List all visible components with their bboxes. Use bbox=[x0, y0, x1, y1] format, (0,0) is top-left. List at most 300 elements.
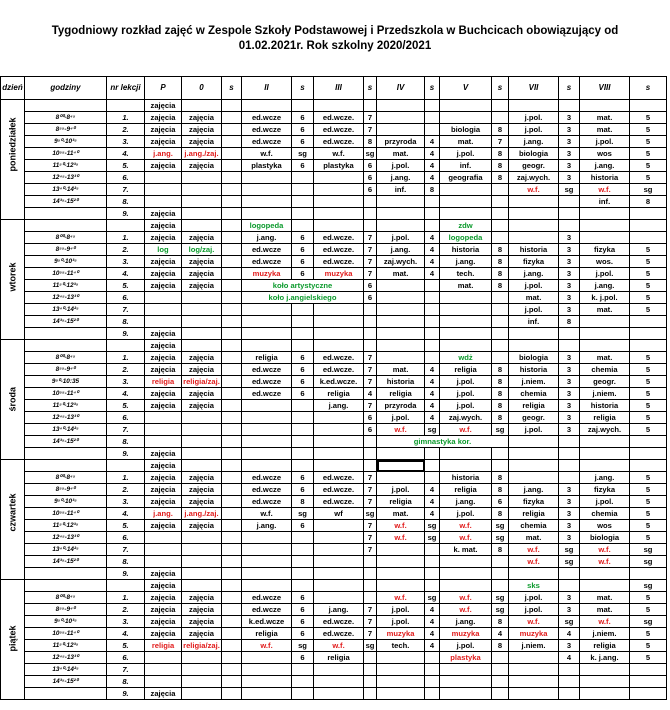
schedule-cell: 6 bbox=[364, 412, 377, 424]
schedule-cell: w.f. bbox=[377, 532, 425, 544]
schedule-cell: w.f. bbox=[580, 616, 630, 628]
schedule-cell: j.pol. bbox=[440, 148, 492, 160]
schedule-cell: 4 bbox=[425, 640, 440, 652]
schedule-cell bbox=[292, 340, 314, 352]
table-row bbox=[1, 220, 667, 232]
schedule-cell bbox=[580, 436, 630, 448]
schedule-cell bbox=[222, 580, 242, 592]
schedule-cell bbox=[222, 388, 242, 400]
lesson-number: 4. bbox=[107, 148, 145, 160]
lesson-number: 8. bbox=[107, 436, 145, 448]
lesson-hours: 12⁴⁵-13³⁰ bbox=[25, 172, 107, 184]
schedule-cell: ed.wcze bbox=[242, 244, 292, 256]
schedule-cell bbox=[492, 652, 509, 664]
schedule-cell bbox=[425, 556, 440, 568]
lesson-number: 9. bbox=[107, 448, 145, 460]
schedule-cell: zajęcia bbox=[182, 136, 222, 148]
schedule-cell bbox=[292, 532, 314, 544]
schedule-cell: 5 bbox=[630, 424, 667, 436]
schedule-cell bbox=[580, 232, 630, 244]
schedule-cell: j.pol. bbox=[440, 640, 492, 652]
schedule-cell bbox=[314, 592, 364, 604]
schedule-cell: biologia bbox=[509, 148, 559, 160]
schedule-cell: j.ang. bbox=[509, 268, 559, 280]
lesson-number: 4. bbox=[107, 268, 145, 280]
table-row bbox=[1, 592, 667, 604]
schedule-cell bbox=[314, 412, 364, 424]
table-row bbox=[1, 100, 667, 112]
schedule-cell: 5 bbox=[630, 484, 667, 496]
schedule-cell: 7 bbox=[364, 400, 377, 412]
schedule-cell: religia/zaj. bbox=[183, 640, 220, 650]
schedule-cell bbox=[492, 316, 509, 328]
schedule-cell: 8 bbox=[492, 364, 509, 376]
table-row bbox=[1, 664, 667, 676]
day-label bbox=[1, 580, 25, 700]
schedule-cell: j.pol. bbox=[509, 304, 559, 316]
schedule-cell: 8 bbox=[492, 268, 509, 280]
schedule-cell bbox=[242, 652, 292, 664]
schedule-cell bbox=[425, 568, 440, 580]
schedule-cell: 5 bbox=[630, 628, 667, 640]
schedule-cell: 5 bbox=[630, 172, 667, 184]
schedule-cell bbox=[492, 688, 509, 700]
schedule-cell: 7 bbox=[364, 364, 377, 376]
schedule-cell bbox=[559, 472, 580, 484]
schedule-cell bbox=[292, 316, 314, 328]
schedule-cell bbox=[145, 664, 182, 676]
table-row bbox=[1, 460, 667, 472]
schedule-cell: 5 bbox=[630, 400, 667, 412]
schedule-cell: 3 bbox=[559, 280, 580, 292]
schedule-cell bbox=[364, 568, 377, 580]
schedule-cell: mat. bbox=[580, 592, 630, 604]
schedule-cell: j.ang. bbox=[580, 280, 630, 292]
schedule-cell: mat. bbox=[440, 280, 492, 292]
schedule-cell bbox=[377, 124, 425, 136]
schedule-cell bbox=[364, 100, 377, 112]
schedule-cell bbox=[222, 520, 242, 532]
schedule-cell: ed.wcze bbox=[242, 256, 292, 268]
schedule-cell: religia bbox=[440, 484, 492, 496]
schedule-cell: k. j.ang. bbox=[580, 652, 630, 664]
header-row bbox=[1, 77, 667, 100]
schedule-cell: j.ang. bbox=[242, 232, 292, 244]
schedule-cell: 5 bbox=[630, 604, 667, 616]
schedule-cell: zajęcia bbox=[145, 592, 182, 604]
schedule-cell: j.ang. bbox=[580, 160, 630, 172]
schedule-cell bbox=[377, 340, 425, 352]
schedule-cell bbox=[509, 220, 559, 232]
schedule-cell: sg bbox=[492, 592, 509, 604]
lesson-number: 4. bbox=[107, 508, 145, 520]
schedule-cell: religia bbox=[242, 352, 292, 364]
lesson-hours: 10⁵⁵-11⁴⁰ bbox=[25, 508, 107, 520]
schedule-cell bbox=[314, 580, 364, 592]
lesson-number: 3. bbox=[107, 616, 145, 628]
schedule-cell bbox=[314, 664, 364, 676]
schedule-cell bbox=[314, 196, 364, 208]
day-name: wtorek bbox=[7, 261, 18, 291]
schedule-cell: 4 bbox=[425, 148, 440, 160]
lesson-number: 5. bbox=[107, 160, 145, 172]
schedule-cell: 3 bbox=[559, 592, 580, 604]
schedule-cell bbox=[182, 220, 222, 232]
schedule-cell: sg bbox=[492, 424, 509, 436]
schedule-cell bbox=[292, 688, 314, 700]
schedule-cell bbox=[222, 484, 242, 496]
schedule-cell bbox=[425, 652, 440, 664]
schedule-cell: chemia bbox=[580, 364, 630, 376]
schedule-cell: 8 bbox=[492, 148, 509, 160]
schedule-cell: 7 bbox=[364, 268, 377, 280]
schedule-cell: 5 bbox=[630, 388, 667, 400]
lesson-number: 7. bbox=[107, 184, 145, 196]
schedule-cell bbox=[509, 472, 559, 484]
schedule-cell bbox=[377, 688, 425, 700]
schedule-cell bbox=[222, 376, 242, 388]
schedule-cell: 4 bbox=[559, 628, 580, 640]
schedule-cell bbox=[292, 100, 314, 112]
schedule-cell: 8 bbox=[492, 124, 509, 136]
schedule-cell: zajęcia bbox=[145, 208, 182, 220]
schedule-cell: zajęcia bbox=[182, 256, 222, 268]
schedule-cell: 8 bbox=[292, 496, 314, 508]
schedule-cell bbox=[292, 172, 314, 184]
lesson-hours: 13⁴⁰-14²⁵ bbox=[25, 184, 107, 196]
table-row bbox=[1, 112, 667, 124]
lesson-number: 6. bbox=[107, 292, 145, 304]
schedule-cell: j.ang. bbox=[242, 520, 292, 532]
schedule-cell bbox=[145, 532, 182, 544]
lesson-hours: 8⁰⁰-8⁴⁵ bbox=[25, 352, 107, 364]
schedule-cell bbox=[292, 196, 314, 208]
schedule-cell: zajęcia bbox=[182, 400, 222, 412]
schedule-cell: 7 bbox=[364, 532, 377, 544]
schedule-cell bbox=[509, 208, 559, 220]
schedule-cell: 7 bbox=[364, 604, 377, 616]
schedule-cell bbox=[242, 532, 292, 544]
schedule-cell bbox=[630, 688, 667, 700]
schedule-cell: zajęcia bbox=[145, 136, 182, 148]
schedule-cell bbox=[580, 220, 630, 232]
lesson-number: 6. bbox=[107, 532, 145, 544]
schedule-cell bbox=[314, 328, 364, 340]
schedule-cell: religia bbox=[440, 364, 492, 376]
schedule-cell bbox=[630, 328, 667, 340]
schedule-cell bbox=[630, 436, 667, 448]
lesson-hours: 10⁵⁵-11⁴⁰ bbox=[25, 388, 107, 400]
schedule-cell: wos bbox=[580, 520, 630, 532]
schedule-cell bbox=[580, 580, 630, 592]
schedule-cell: zajęcia bbox=[182, 472, 222, 484]
lesson-hours: 14³⁵-15²⁰ bbox=[25, 196, 107, 208]
schedule-cell: 6 bbox=[292, 376, 314, 388]
schedule-cell bbox=[559, 208, 580, 220]
lesson-number: 3. bbox=[107, 136, 145, 148]
schedule-cell bbox=[182, 292, 222, 304]
column-header: s bbox=[559, 77, 580, 100]
schedule-cell bbox=[314, 520, 364, 532]
schedule-cell: zaj.wych. bbox=[377, 256, 425, 268]
lesson-hours: 9⁵⁰-10³⁵ bbox=[25, 256, 107, 268]
lesson-hours: 11⁵⁰-12³⁵ bbox=[25, 640, 107, 652]
schedule-cell bbox=[145, 676, 182, 688]
lesson-hours: 9⁵⁰-10³⁵ bbox=[25, 496, 107, 508]
schedule-cell bbox=[222, 292, 242, 304]
schedule-cell bbox=[182, 532, 222, 544]
schedule-cell: 3 bbox=[559, 232, 580, 244]
table-row bbox=[1, 196, 667, 208]
schedule-cell: sg bbox=[425, 520, 440, 532]
table-row bbox=[1, 496, 667, 508]
schedule-cell: 4 bbox=[425, 496, 440, 508]
schedule-cell bbox=[292, 304, 314, 316]
lesson-number: 5. bbox=[107, 640, 145, 652]
schedule-cell: geogr. bbox=[580, 376, 630, 388]
schedule-cell bbox=[440, 292, 492, 304]
table-row bbox=[1, 292, 667, 304]
schedule-cell bbox=[292, 412, 314, 424]
schedule-cell bbox=[630, 460, 667, 472]
schedule-cell bbox=[630, 676, 667, 688]
schedule-cell bbox=[440, 460, 492, 472]
schedule-cell bbox=[145, 424, 182, 436]
schedule-cell bbox=[222, 196, 242, 208]
schedule-cell: zajęcia bbox=[145, 448, 182, 460]
schedule-cell bbox=[364, 688, 377, 700]
schedule-cell bbox=[292, 568, 314, 580]
schedule-cell: zdw bbox=[440, 220, 492, 232]
lesson-number: 4. bbox=[107, 628, 145, 640]
schedule-cell: 7 bbox=[364, 232, 377, 244]
schedule-cell bbox=[222, 556, 242, 568]
lesson-hours bbox=[25, 568, 107, 580]
schedule-cell bbox=[182, 412, 222, 424]
lesson-hours: 14³⁵-15²⁰ bbox=[25, 316, 107, 328]
schedule-cell: ed.wcze bbox=[242, 472, 292, 484]
schedule-cell: j.ang. bbox=[377, 244, 425, 256]
schedule-cell: 3 bbox=[559, 484, 580, 496]
schedule-cell bbox=[559, 664, 580, 676]
schedule-cell bbox=[377, 100, 425, 112]
schedule-cell: j.ang. bbox=[145, 148, 182, 160]
schedule-cell bbox=[425, 280, 440, 292]
schedule-cell: 4 bbox=[425, 616, 440, 628]
schedule-cell: 7 bbox=[364, 112, 377, 124]
schedule-cell bbox=[222, 412, 242, 424]
schedule-cell bbox=[580, 316, 630, 328]
schedule-cell bbox=[492, 232, 509, 244]
schedule-cell bbox=[377, 196, 425, 208]
schedule-cell: 5 bbox=[630, 244, 667, 256]
schedule-cell bbox=[242, 544, 292, 556]
schedule-cell bbox=[222, 172, 242, 184]
schedule-cell bbox=[440, 196, 492, 208]
schedule-cell: zajęcia bbox=[145, 100, 182, 112]
schedule-cell bbox=[509, 196, 559, 208]
schedule-cell: sg bbox=[559, 556, 580, 568]
schedule-cell: 3 bbox=[559, 400, 580, 412]
schedule-cell: 3 bbox=[559, 640, 580, 652]
schedule-cell: geogr. bbox=[509, 160, 559, 172]
schedule-cell bbox=[364, 436, 377, 448]
schedule-cell: 5 bbox=[630, 472, 667, 484]
schedule-cell: w.f. bbox=[377, 592, 425, 604]
lesson-number: 1. bbox=[107, 592, 145, 604]
schedule-cell: 3 bbox=[559, 388, 580, 400]
schedule-cell: 5 bbox=[630, 520, 667, 532]
schedule-cell bbox=[314, 340, 364, 352]
schedule-cell: zajęcia bbox=[182, 592, 222, 604]
table-row bbox=[1, 364, 667, 376]
schedule-cell: j.niem. bbox=[580, 628, 630, 640]
schedule-cell bbox=[182, 580, 222, 592]
schedule-cell bbox=[222, 676, 242, 688]
schedule-cell: sg bbox=[630, 544, 667, 556]
schedule-cell: mat. bbox=[377, 268, 425, 280]
schedule-cell: zajęcia bbox=[182, 388, 222, 400]
schedule-cell bbox=[440, 316, 492, 328]
schedule-cell: 3 bbox=[559, 520, 580, 532]
schedule-cell: sg bbox=[492, 532, 509, 544]
schedule-cell bbox=[559, 436, 580, 448]
schedule-cell: ed.wcze. bbox=[314, 484, 364, 496]
schedule-cell: 7 bbox=[364, 628, 377, 640]
lesson-number: 9. bbox=[107, 688, 145, 700]
schedule-cell: w.f. bbox=[509, 556, 559, 568]
schedule-cell: muzyka bbox=[314, 268, 364, 280]
schedule-cell: zajęcia bbox=[145, 628, 182, 640]
schedule-cell bbox=[242, 172, 292, 184]
schedule-cell bbox=[145, 172, 182, 184]
lesson-hours bbox=[25, 220, 107, 232]
schedule-cell bbox=[314, 676, 364, 688]
schedule-cell: w.f. bbox=[580, 544, 630, 556]
schedule-cell bbox=[425, 316, 440, 328]
lesson-hours: 12⁴⁵-13³⁰ bbox=[25, 412, 107, 424]
schedule-cell bbox=[222, 280, 242, 292]
schedule-cell: 6 bbox=[292, 256, 314, 268]
schedule-cell: ed.wcze bbox=[242, 364, 292, 376]
schedule-cell: historia bbox=[440, 244, 492, 256]
schedule-cell: 6 bbox=[292, 352, 314, 364]
schedule-cell: biologia bbox=[509, 352, 559, 364]
schedule-cell: 3 bbox=[559, 136, 580, 148]
schedule-cell bbox=[425, 328, 440, 340]
schedule-cell: zaj.wych. bbox=[509, 172, 559, 184]
schedule-cell bbox=[492, 328, 509, 340]
schedule-cell bbox=[222, 340, 242, 352]
schedule-cell: ed.wcze bbox=[242, 388, 292, 400]
table-row bbox=[1, 556, 667, 568]
lesson-hours: 13⁴⁰-14²⁵ bbox=[25, 544, 107, 556]
schedule-cell: zajęcia bbox=[182, 496, 222, 508]
schedule-cell bbox=[440, 100, 492, 112]
schedule-cell bbox=[222, 424, 242, 436]
table-row bbox=[1, 532, 667, 544]
schedule-cell: mat. bbox=[509, 292, 559, 304]
table-row bbox=[1, 688, 667, 700]
schedule-cell: w.f. bbox=[580, 184, 630, 196]
schedule-cell: j.niem. bbox=[509, 640, 559, 652]
schedule-cell: 6 bbox=[292, 520, 314, 532]
schedule-cell bbox=[630, 220, 667, 232]
schedule-cell: historia bbox=[580, 172, 630, 184]
schedule-cell: w.f. bbox=[242, 508, 292, 520]
schedule-cell bbox=[314, 448, 364, 460]
lesson-number: 3. bbox=[107, 256, 145, 268]
lesson-hours: 11⁵⁰-12³⁵ bbox=[25, 280, 107, 292]
schedule-cell: logopeda bbox=[440, 232, 492, 244]
schedule-cell: zajęcia bbox=[145, 220, 182, 232]
lesson-number: 5. bbox=[107, 280, 145, 292]
schedule-cell bbox=[377, 664, 425, 676]
lesson-number: 6. bbox=[107, 172, 145, 184]
schedule-cell: zajęcia bbox=[182, 364, 222, 376]
schedule-cell bbox=[145, 556, 182, 568]
schedule-cell bbox=[182, 568, 222, 580]
schedule-cell bbox=[222, 604, 242, 616]
schedule-cell bbox=[222, 460, 242, 472]
schedule-cell: 4 bbox=[425, 268, 440, 280]
schedule-cell: j.pol. bbox=[377, 604, 425, 616]
schedule-cell: sg bbox=[425, 592, 440, 604]
schedule-cell: zaj.wych. bbox=[440, 412, 492, 424]
schedule-cell bbox=[145, 652, 182, 664]
day-label bbox=[1, 100, 25, 220]
schedule-cell bbox=[222, 496, 242, 508]
table-row bbox=[1, 568, 667, 580]
schedule-cell bbox=[425, 544, 440, 556]
schedule-cell bbox=[559, 568, 580, 580]
lesson-number bbox=[107, 580, 145, 592]
schedule-cell: sg bbox=[364, 508, 377, 520]
schedule-cell: j.pol. bbox=[509, 124, 559, 136]
column-header: godziny bbox=[25, 77, 107, 100]
lesson-hours bbox=[25, 688, 107, 700]
schedule-cell: mat. bbox=[440, 136, 492, 148]
schedule-cell: 4 bbox=[425, 604, 440, 616]
schedule-cell: zajęcia bbox=[145, 604, 182, 616]
schedule-cell: 6 bbox=[292, 136, 314, 148]
schedule-cell bbox=[492, 556, 509, 568]
schedule-cell bbox=[182, 184, 222, 196]
schedule-cell bbox=[145, 196, 182, 208]
schedule-cell: 3 bbox=[559, 256, 580, 268]
schedule-cell: 8 bbox=[492, 172, 509, 184]
schedule-cell bbox=[492, 460, 509, 472]
schedule-cell: 8 bbox=[492, 256, 509, 268]
schedule-cell: zajęcia bbox=[182, 520, 222, 532]
schedule-cell: 5 bbox=[630, 352, 667, 364]
lesson-hours: 13⁴⁰-14²⁵ bbox=[25, 424, 107, 436]
schedule-cell bbox=[222, 652, 242, 664]
schedule-cell: j.niem. bbox=[509, 376, 559, 388]
schedule-cell bbox=[377, 280, 425, 292]
schedule-cell bbox=[580, 688, 630, 700]
schedule-cell bbox=[182, 688, 222, 700]
schedule-cell: historia bbox=[509, 364, 559, 376]
schedule-cell: 4 bbox=[425, 364, 440, 376]
lesson-number: 8. bbox=[107, 676, 145, 688]
schedule-cell: ed.wcze. bbox=[314, 232, 364, 244]
schedule-cell bbox=[292, 424, 314, 436]
schedule-cell: 8 bbox=[492, 472, 509, 484]
schedule-cell: 8 bbox=[492, 640, 509, 652]
schedule-cell: 4 bbox=[425, 628, 440, 640]
column-header: III bbox=[314, 77, 364, 100]
